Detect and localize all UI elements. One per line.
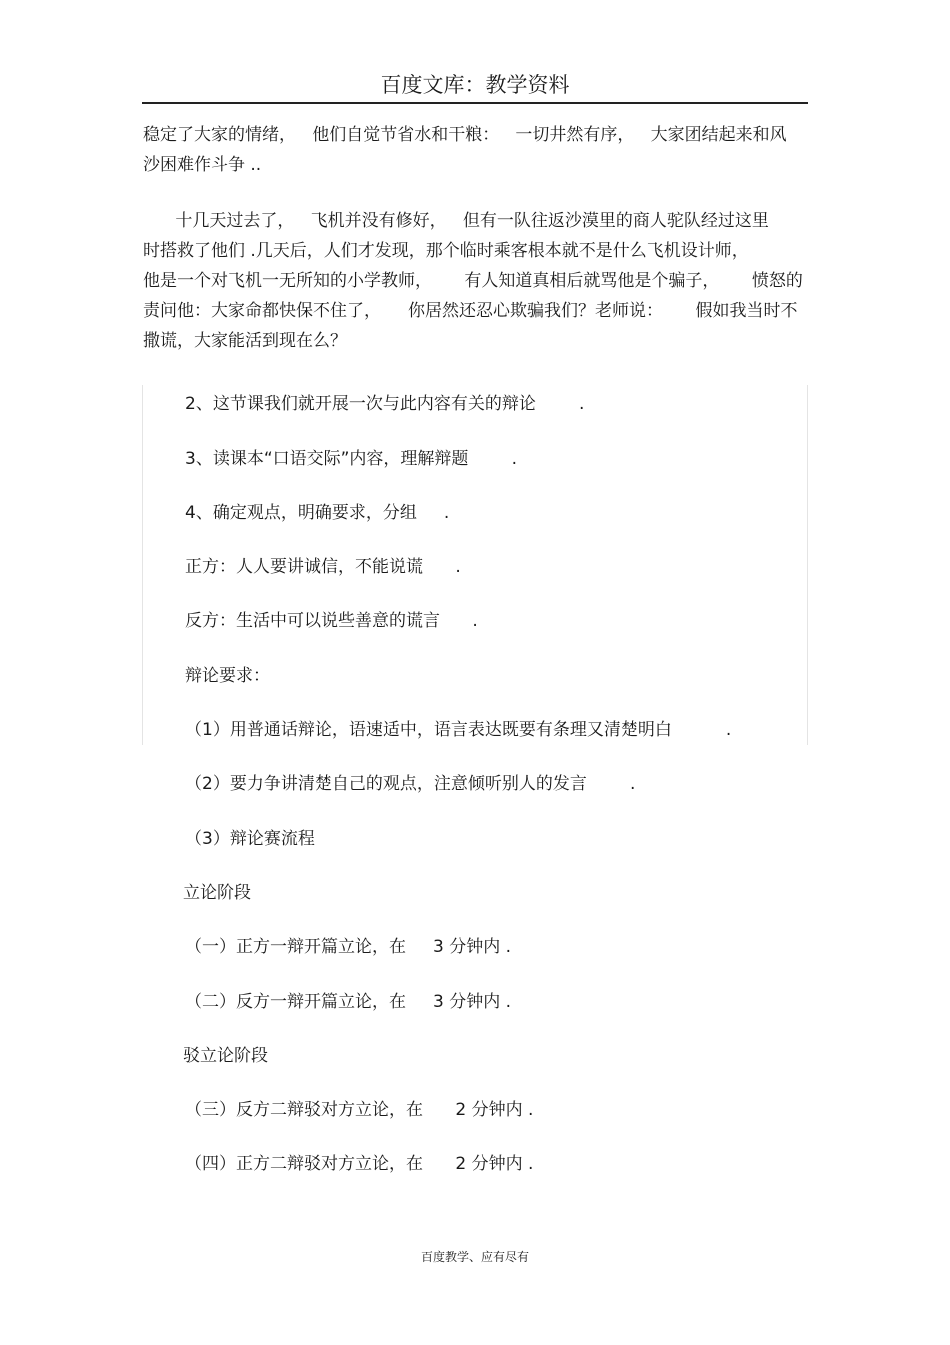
list-item: 3、读课本“口语交际”内容，理解辩题 .	[185, 449, 518, 469]
list-item: 2、这节课我们就开展一次与此内容有关的辩论 .	[185, 394, 585, 414]
box-border-left	[142, 385, 143, 745]
paragraph-line: 十几天过去了， 飞机并没有修好， 但有一队往返沙漠里的商人驼队经过这里	[143, 211, 769, 231]
page-footer: 百度教学、应有尽有	[420, 1250, 529, 1264]
paragraph-line: 时搭救了他们 .几天后，人们才发现，那个临时乘客根本就不是什么飞机设计师，	[143, 241, 749, 261]
list-item: 4、确定观点，明确要求，分组 .	[185, 503, 450, 523]
paragraph-line: 责问他：大家命都快保不住了， 你居然还忍心欺骗我们？老师说： 假如我当时不	[143, 301, 798, 321]
paragraph-line: 稳定了大家的情绪， 他们自觉节省水和干粮： 一切井然有序， 大家团结起来和风	[143, 125, 787, 145]
list-item: （三）反方二辩驳对方立论，在 2 分钟内 .	[185, 1100, 534, 1120]
list-item: （四）正方二辩驳对方立论，在 2 分钟内 .	[185, 1154, 534, 1174]
section-heading: 立论阶段	[183, 883, 251, 903]
section-heading: 驳立论阶段	[183, 1046, 268, 1066]
list-item: （2）要力争讲清楚自己的观点，注意倾听别人的发言 .	[185, 774, 636, 794]
paragraph-line: 撒谎，大家能活到现在么？	[143, 331, 347, 351]
paragraph-2	[143, 206, 809, 356]
list-item: 正方：人人要讲诚信，不能说谎 .	[185, 557, 461, 577]
list-item: （1）用普通话辩论，语速适中，语言表达既要有条理又清楚明白 .	[185, 720, 732, 740]
paragraph-line: 他是一个对飞机一无所知的小学教师， 有人知道真相后就骂他是个骗子， 愤怒的	[143, 271, 803, 291]
list-item: （一）正方一辩开篇立论，在 3 分钟内 .	[185, 937, 512, 957]
paragraph-line: 沙困难作斗争 ..	[143, 155, 262, 175]
list-item: （二）反方一辩开篇立论，在 3 分钟内 .	[185, 992, 512, 1012]
paragraph-1	[143, 120, 809, 180]
page-header: 百度文库：教学资料	[142, 70, 808, 104]
box-border-right	[807, 385, 808, 745]
list-item: 辩论要求：	[185, 666, 270, 686]
list-item: 反方：生活中可以说些善意的谎言 .	[185, 611, 478, 631]
list-item: （3）辩论赛流程	[185, 829, 315, 849]
